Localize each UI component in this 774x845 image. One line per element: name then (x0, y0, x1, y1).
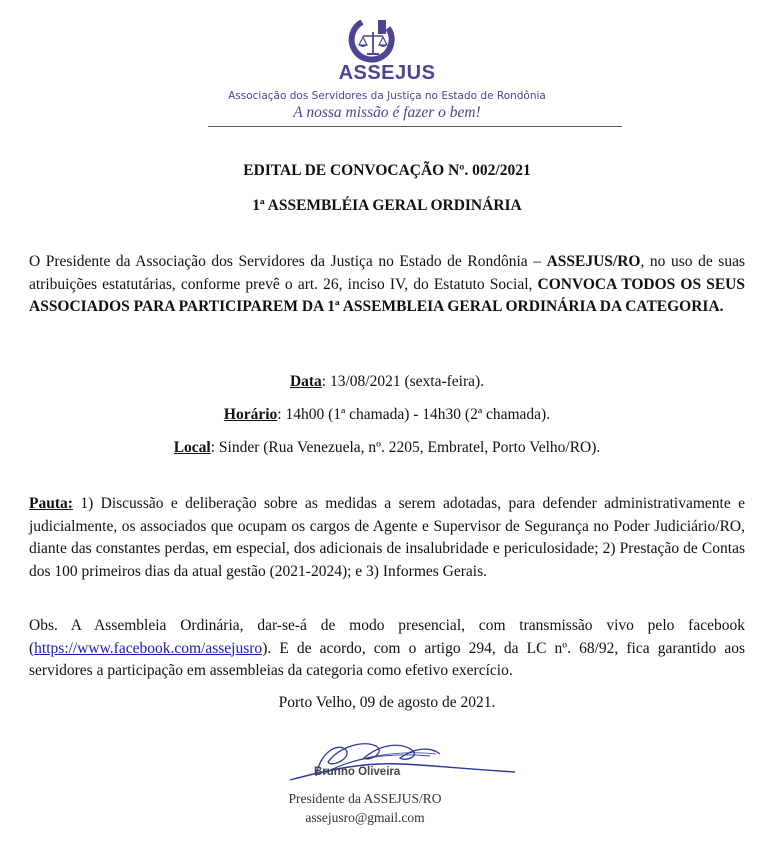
observation-paragraph (29, 615, 745, 683)
agenda-label: Pauta: (29, 495, 73, 512)
brand-name: ASSEJUS (338, 62, 436, 84)
convocation-statement: CONVOCA TODOS OS SEUS ASSOCIADOS PARA PARTICIPAREM DA 1ª ASSEMBLEIA GERAL ORDINÁRIA DA CATEGORIA. (29, 275, 745, 315)
location-value: : Sinder (Rua Venezuela, nº. 2205, Embratel, Porto Velho/RO). (210, 439, 601, 456)
association-full-name: Associação dos Servidores da Justiça no Estado de Rondônia (228, 90, 546, 102)
meeting-location (0, 439, 774, 457)
intro-paragraph (29, 251, 745, 319)
place-and-date: Porto Velho, 09 de agosto de 2021. (278, 694, 496, 711)
assejus-logo-icon (348, 20, 398, 66)
signer-name: Brunno Oliveira (314, 766, 401, 778)
meeting-time (0, 406, 774, 424)
agenda-text: 1) Discussão e deliberação sobre as medidas a serem adotadas, para defender administrativamente e judicialmente, os associados que ocupam os cargos de Agente e Supervisor de Segurança no Poder Judiciário/RO, diante das constantes perdas, em especial, dos adicionais de insalubridade e periculosidade; 2) Prestação de Contas dos 100 primeiros dias da atual gestão (2021-2024); e 3) Informes Gerais. (29, 495, 745, 580)
obs-text-2: ). E de acordo, com o artigo 294, da LC nº. 68/92, fica garantido aos servidores a participação em assembleias da categoria como efetivo exercício. (29, 639, 745, 679)
edital-title: EDITAL DE CONVOCAÇÃO Nº. 002/2021 (243, 162, 531, 179)
signer-role: Presidente da ASSEJUS/RO (288, 791, 442, 806)
tagline: A nossa missão é fazer o bem! (293, 104, 481, 121)
header-divider (208, 126, 622, 127)
meeting-date (0, 373, 774, 391)
contact-email: assejusro@gmail.com (305, 810, 425, 825)
intro-text-1: O Presidente da Associação dos Servidores da Justiça no Estado de Rondônia – (29, 253, 547, 270)
obs-text-1: Obs. A Assembleia Ordinária, dar-se-á de modo presencial, com transmissão vivo pelo facebook ( (29, 617, 745, 657)
assembly-title: 1ª ASSEMBLÉIA GERAL ORDINÁRIA (252, 197, 522, 214)
intro-text-2: , no uso de suas atribuições estatutárias, conforme prevê o art. 26, inciso IV, do Estatuto Social, (29, 253, 745, 293)
handwritten-signature-icon (280, 732, 540, 792)
agenda-paragraph (29, 493, 745, 583)
location-label: Local (173, 439, 211, 456)
org-acronym: ASSEJUS/RO (546, 253, 641, 270)
time-value: : 14h00 (1ª chamada) - 14h30 (2ª chamada). (277, 406, 551, 423)
time-label: Horário (223, 406, 278, 423)
date-value: : 13/08/2021 (sexta-feira). (321, 373, 485, 390)
date-label: Data (289, 373, 322, 390)
facebook-link[interactable]: https://www.facebook.com/assejusro (34, 639, 263, 657)
